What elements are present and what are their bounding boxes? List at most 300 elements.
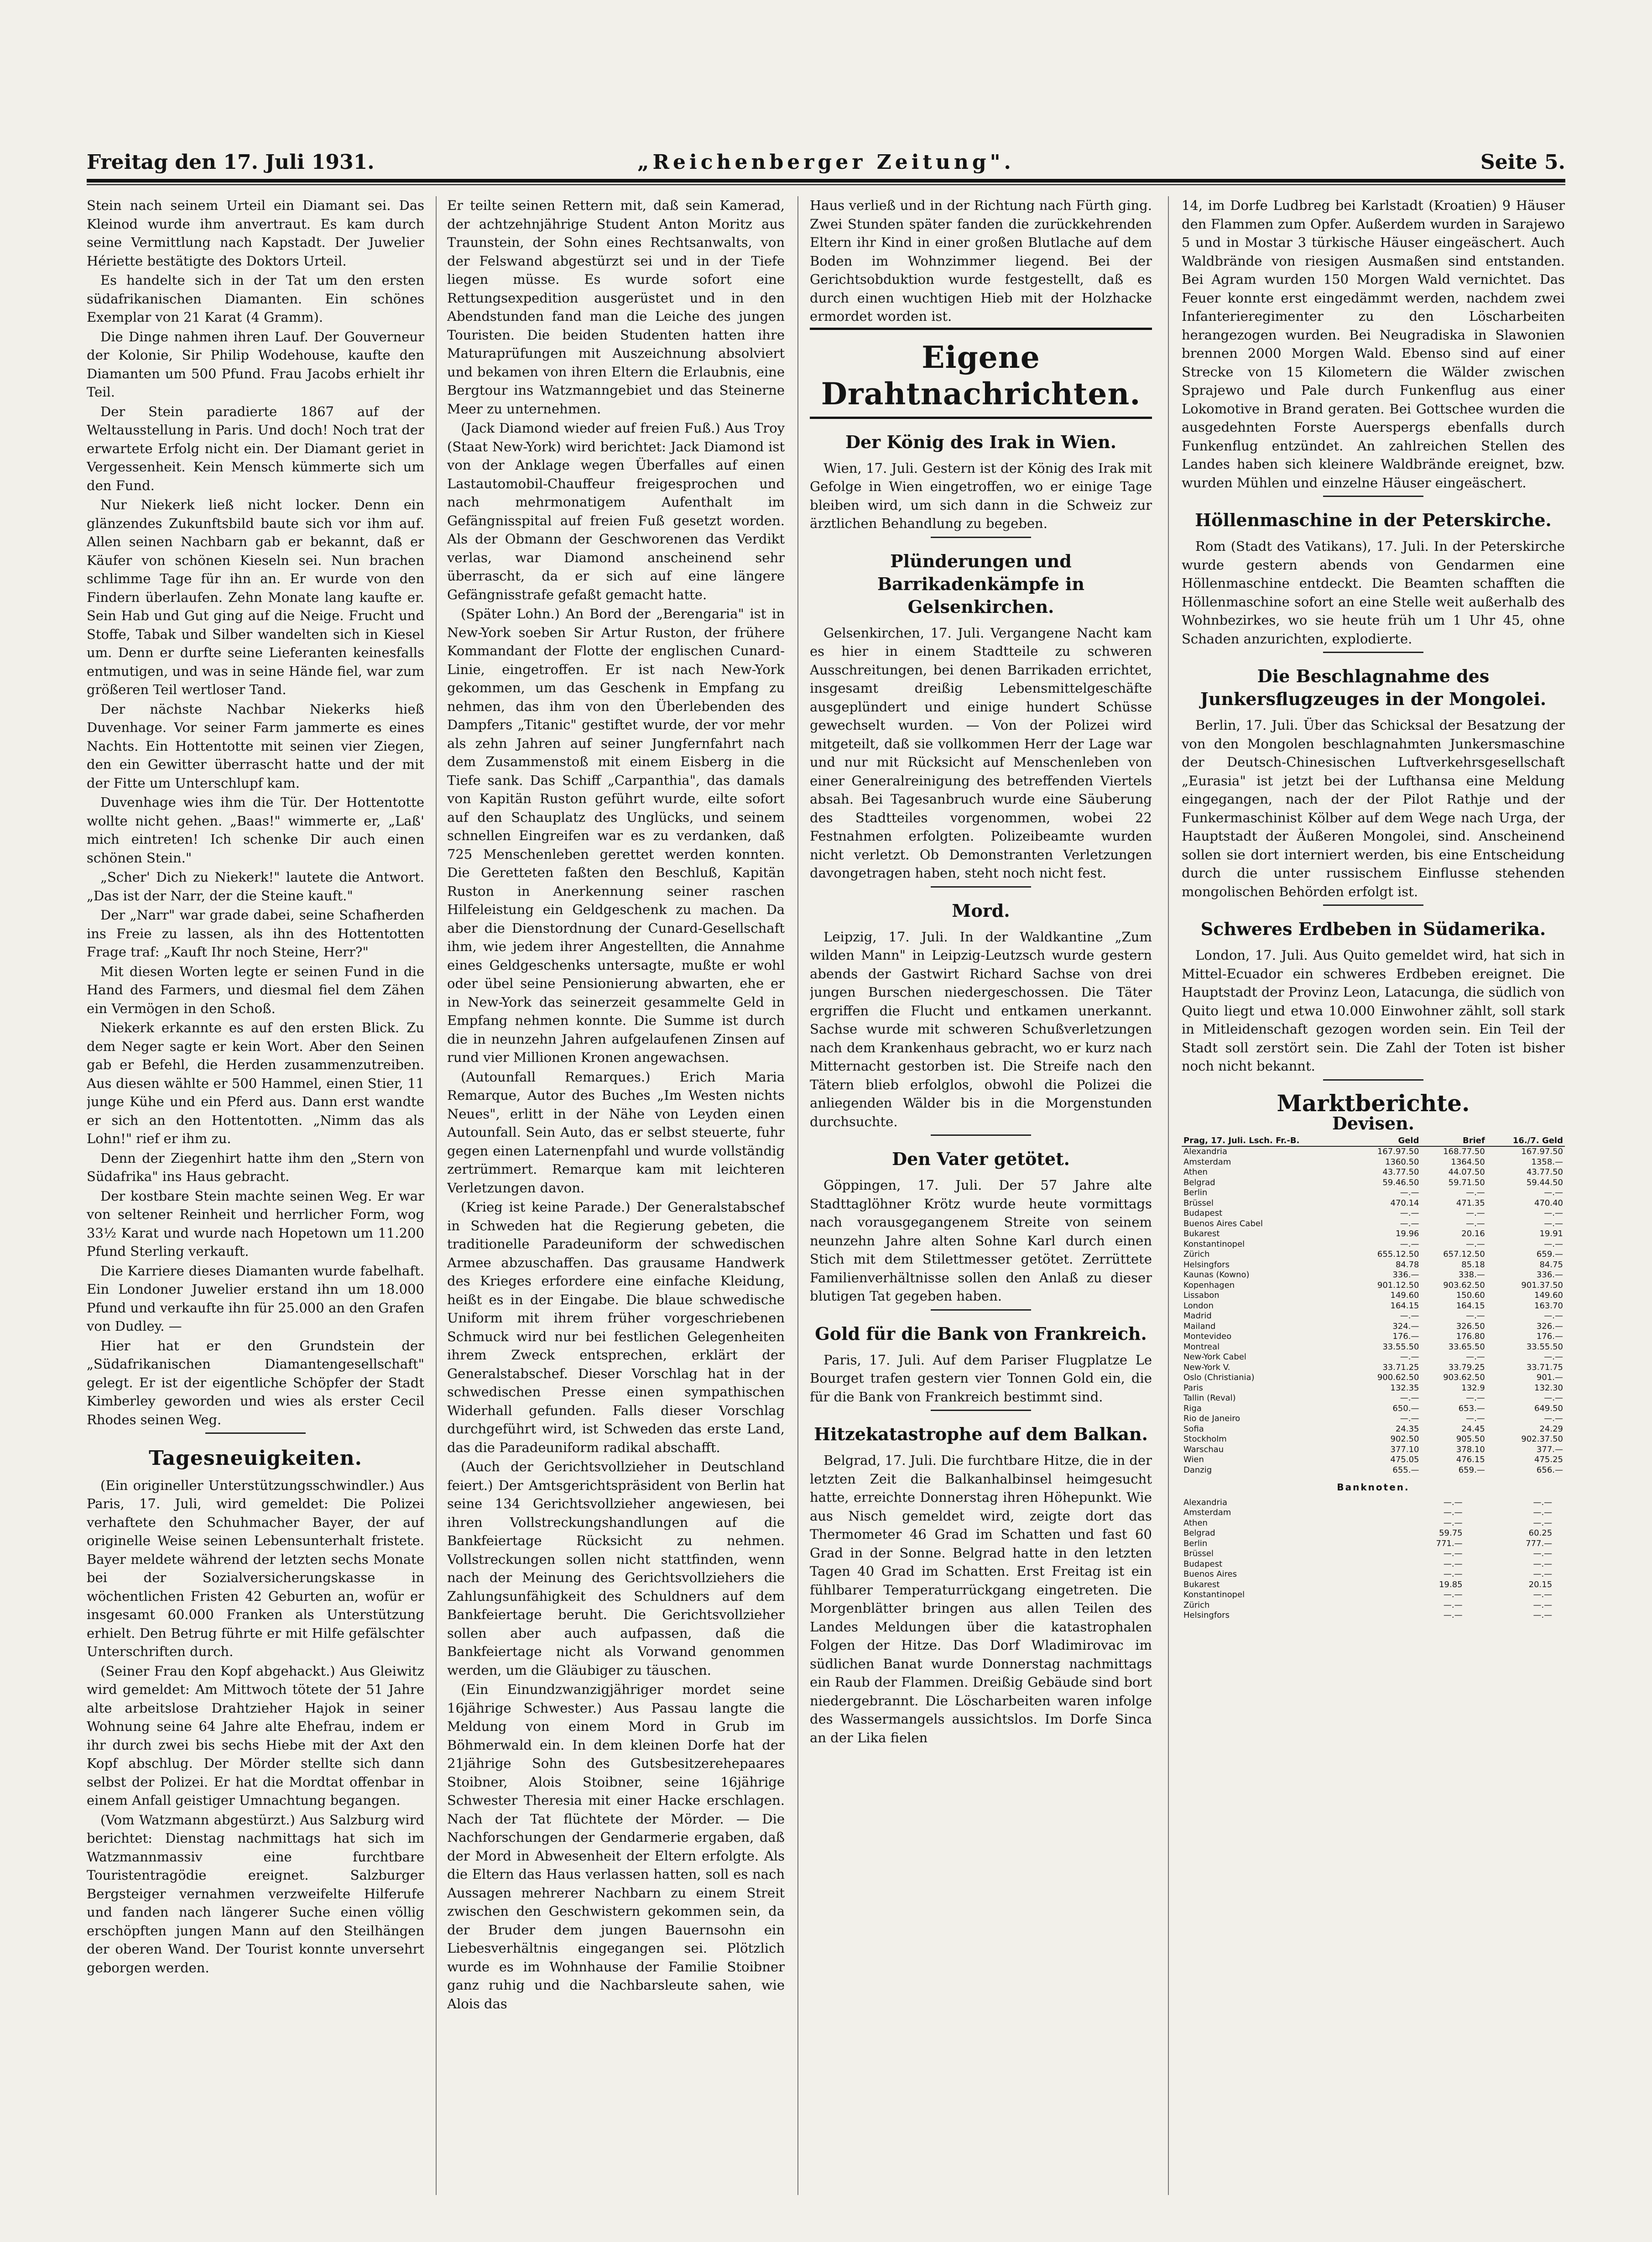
table-row (1182, 1590, 1565, 1600)
table-row (1182, 1219, 1565, 1229)
article-body: Göppingen, 17. Juli. Der 57 Jahre alte Stadttaglöhner Krötz wurde heute vormittags nach vorausgegangenem Streite von seinem neunzehn Jahre alten Sohne Karl durch einen Stich mit dem Stilettmesser getötet. Zerrüttete Familienverhältnisse sollen den Anlaß zu dieser blutigen Tat gegeben haben. (810, 1177, 1152, 1304)
paragraph: Er teilte seinen Rettern mit, daß sein Kamerad, der achtzehnjährige Student Anton Moritz aus Traunstein, der Sohn eines Rechtsanwalts, von der Felswand abgestürzt sei und in der Tiefe liegen müsse. Es wurde sofort eine Rettungsexpedition ausgerüstet und in den Abendstunden fand man die Leiche des jungen Touristen. Die beiden Studenten hatten ihre Maturaprüfungen mit Auszeichnung absolviert und bekamen von ihren Eltern die Erlaubnis, eine Bergtour ins Watzmanngebiet und das Steinerne Meer zu unternehmen. (447, 198, 785, 417)
place-cell: Montreal (1183, 1342, 1220, 1352)
column-3 (810, 196, 1152, 2195)
rate-cell: 33.79.25 (1448, 1362, 1485, 1372)
place-cell: London (1183, 1301, 1214, 1311)
article-headline: Die Beschlagnahme des Junkersflugzeuges in der Mongolei. (1200, 666, 1547, 709)
rate-cell: 326.50 (1456, 1321, 1485, 1331)
rate-cell: —.— (1400, 1393, 1419, 1403)
rate-cell: 653.— (1458, 1403, 1485, 1413)
rate-cell: —.— (1443, 1497, 1463, 1507)
section-heading-drahtnachrichten: Eigene Drahtnachrichten. (821, 339, 1141, 412)
newspaper-name: „Reichenberger Zeitung". (637, 151, 1015, 174)
rate-cell: 33.71.25 (1382, 1362, 1419, 1372)
rate-cell: 378.10 (1456, 1444, 1485, 1454)
news-item: (Vom Watzmann abgestürzt.) Aus Salzburg wird berichtet: Dienstag nachmittags hat sich im Watzmannmassiv eine furchtbare Touristentragödie ereignet. Salzburger Bergsteiger vernahmen verzweifelte Hilferufe und fanden nach längerer Suche einen völlig erschöpften jungen Mann auf den Steilhängen der oberen Wand. Der Tourist konnte unversehrt geborgen werden. (87, 1812, 424, 1975)
rate-cell: —.— (1400, 1239, 1419, 1249)
rate-cell: 1364.50 (1451, 1157, 1485, 1167)
rate-cell: —.— (1533, 1600, 1553, 1610)
paragraph: Haus verließ und in der Richtung nach Fürth ging. Zwei Stunden später fanden die zurückkehrenden Eltern ihr Kind in einer großen Blutlache auf dem Boden im Wohnzimmer liegend. Bei der Gerichtsobduktion wurde festgestellt, daß es durch einen wuchtigen Hieb mit der Holzhacke ermordet worden ist. (810, 198, 1152, 324)
table-row (1182, 1178, 1565, 1188)
rate-cell: 85.18 (1461, 1259, 1485, 1270)
section-heading-tagesneuigkeiten: Tagesneuigkeiten. (149, 1447, 362, 1470)
article-rule (1323, 652, 1423, 653)
place-cell: Bukarest (1183, 1229, 1220, 1239)
article-body: Berlin, 17. Juli. Über das Schicksal der Besatzung der von den Mongolen beschlagnahmten Junkersmaschine der Deutsch-Chinesischen Luftverkehrsgesellschaft „Eurasia" ist jetzt bei der Lufthansa eine Meldung eingegangen, nach der der Pilot Rathje und der Funkermaschinist Kölber auf dem Wege nach Urga, der Hauptstadt der Äußeren Mongolei, sind. Anscheinend sollen sie dort interniert werden, bis eine Entscheidung durch die unter russischem Einflusse stehenden mongolischen Behörden erfolgt ist. (1182, 717, 1565, 899)
banknotes-table (1182, 1498, 1565, 1621)
rate-cell: 659.— (1458, 1465, 1485, 1475)
rate-cell: 168.77.50 (1443, 1147, 1485, 1156)
header-rule (87, 179, 1565, 183)
news-item: (Ein Einundzwanzigjähriger mordet seine 16jährige Schwester.) Aus Passau langte die Meldung von einem Mord in Grub im Böhmerwald ein. In dem kleinen Dorfe hat der 21jährige Sohn des Gutsbesitzerehepaares Stoibner, Alois Stoibner, seine 16jährige Schwester Theresia mit einer Hacke erschlagen. Nach der Tat flüchtete der Mörder. — Die Nachforschungen der Gendarmerie ergaben, daß der Mord in Abwesenheit der Eltern erfolgte. Als die Eltern das Haus verlassen hatten, soll es nach Aussagen mehrerer Nachbarn zu einem Streit zwischen den Geschwistern gekommen sein, da der Bruder dem jungen Bauernsohn ein Liebesverhältnis eingegangen sei. Plötzlich wurde es im Wohnhause der Familie Stoibner ganz ruhig und die Nachbarsleute sahen, wie Alois das (447, 1682, 785, 2012)
place-cell: Helsingfors (1183, 1610, 1230, 1620)
table-row (1182, 1167, 1565, 1178)
article-headline: Mord. (952, 900, 1010, 921)
column-4 (1182, 196, 1565, 2195)
place-cell: Tallin (Reval) (1183, 1393, 1236, 1403)
rate-cell: 59.44.50 (1526, 1177, 1563, 1187)
section-rule (810, 328, 1152, 330)
rate-cell: 24.35 (1395, 1424, 1419, 1434)
rate-cell: 655.12.50 (1377, 1249, 1419, 1259)
rate-cell: 163.70 (1534, 1301, 1563, 1311)
banknotes-table-body (1182, 1498, 1565, 1621)
place-cell: Riga (1183, 1403, 1202, 1413)
rate-cell: —.— (1443, 1559, 1463, 1569)
rate-cell: —.— (1443, 1569, 1463, 1579)
rate-cell (1554, 1559, 1565, 1570)
paragraph: Der kostbare Stein machte seinen Weg. Er war von seltener Reinheit und herrlicher Form, wog 33½ Karat und wurde nach Hopetown um 11.200 Pfund Sterling verkauft. (87, 1188, 424, 1259)
rate-cell: —.— (1533, 1518, 1553, 1528)
paragraph: Die Dinge nahmen ihren Lauf. Der Gouverneur der Kolonie, Sir Philip Wodehouse, kaufte den Diamanten um 500 Pfund. Frau Jacobs erhielt ihr Teil. (87, 329, 424, 400)
rate-cell: —.— (1400, 1311, 1419, 1321)
rate-cell: 901.12.50 (1377, 1280, 1419, 1290)
place-cell: Wien (1183, 1455, 1204, 1464)
article-body: Leipzig, 17. Juli. In der Waldkantine „Zum wilden Mann" in Leipzig-Leutzsch wurde gestern abends der Gastwirt Richard Sachse von drei jungen Burschen niedergeschossen. Die Täter ergriffen die Flucht und entkamen unerkannt. Sachse wurde mit schweren Schußverletzungen nach dem Krankenhaus gebracht, wo er kurz nach Mitternacht gestorben ist. Die Streife nach den Tätern blieb erfolglos, obwohl die Polizei die anliegenden Wälder bis in die Morgenstunden durchsuchte. (810, 929, 1152, 1129)
rate-cell: —.— (1533, 1549, 1553, 1558)
paragraph: Die Karriere dieses Diamanten wurde fabelhaft. Ein Londoner Juwelier erstand ihn um 18.000 Pfund und verkaufte ihn für 25.000 an den Grafen von Dudley. — (87, 1263, 424, 1334)
article-rule (1323, 904, 1423, 906)
table-row (1182, 1280, 1565, 1291)
table-row (1182, 1539, 1565, 1549)
currency-table-body (1182, 1146, 1565, 1475)
rate-cell: 33.65.50 (1448, 1342, 1485, 1352)
rate-cell: 655.— (1392, 1465, 1419, 1475)
place-cell: Brüssel (1183, 1549, 1214, 1558)
article-headline: Gold für die Bank von Frankreich. (815, 1323, 1147, 1344)
table-row (1182, 1383, 1565, 1394)
rate-cell: —.— (1466, 1414, 1485, 1423)
rate-cell: 33.71.75 (1526, 1362, 1563, 1372)
table-row (1182, 1322, 1565, 1332)
currency-table-header (1182, 1136, 1565, 1147)
table-row (1182, 1301, 1565, 1312)
paragraph: 14, im Dorfe Ludbreg bei Karlstadt (Kroatien) 9 Häuser den Flammen zum Opfer. Außerdem wurden in Sarajewo 5 und in Mostar 3 türkische Häuser eingeäschert. Auch Waldbrände von riesigen Ausmaßen sind entstanden. Bei Agram wurden 150 Morgen Wald vernichtet. Das Feuer konnte erst eingedämmt werden, nachdem zwei Infanterieregimenter zu den Löscharbeiten herangezogen wurden. Bei Neugradiska in Slawonien brennen 2000 Morgen Wald. Ebenso sind auf einer Strecke von 15 Kilometern die Wälder zwischen Sprajewo und Pale durch Funkenflug aus einer Lokomotive in Brand geraten. Bei Gottschee wurden die ausgedehnten Forste Auerspergs ebenfalls durch Funkenflug entzündet. An zahlreichen Stellen des Landes haben sich kleinere Waldbrände ereignet, bzw. wurden Mühlen und einzelne Häuser eingeäschert. (1182, 198, 1565, 491)
table-row (1182, 1208, 1565, 1219)
rate-cell: 132.9 (1461, 1383, 1485, 1393)
table-row (1182, 1600, 1565, 1611)
place-cell: Konstantinopel (1183, 1239, 1245, 1249)
rate-cell: —.— (1466, 1393, 1485, 1403)
page-header (87, 151, 1565, 183)
table-row (1182, 1311, 1565, 1322)
news-item: (Ein origineller Unterstützungsschwindler.) Aus Paris, 17. Juli, wird gemeldet: Die Polizei verhaftete den Schuhmacher Bayer, der auf originelle Weise seinen Lebensunterhalt fristete. Bayer meldete während der letzten sechs Monate bei der Sozialversicherungskasse in wöchentlichen Fristen 42 Geburten an, wofür er insgesamt 60.000 Franken als Unterstützung erhielt. Den Betrug führte er mit Hilfe gefälschter Unterschriften durch. (87, 1477, 424, 1659)
table-row (1182, 1455, 1565, 1465)
place-cell: Konstantinopel (1183, 1590, 1245, 1599)
rate-cell: —.— (1400, 1414, 1419, 1423)
rate-cell: 59.75 (1439, 1528, 1463, 1538)
rate-cell (1554, 1580, 1565, 1590)
rate-cell: 475.05 (1390, 1455, 1419, 1464)
rate-cell: 650.— (1392, 1403, 1419, 1413)
rate-cell: 377.— (1536, 1444, 1563, 1454)
rate-cell: —.— (1544, 1188, 1563, 1197)
rate-cell: 176.— (1392, 1332, 1419, 1341)
rate-cell: —.— (1533, 1590, 1553, 1599)
place-cell: Buenos Aires (1183, 1569, 1237, 1579)
news-item: (Auch der Gerichtsvollzieher in Deutschland feiert.) Der Amtsgerichtspräsident von Berlin hat seine 134 Gerichtsvollzieher angewiesen, bei ihren Vollstreckungshandlungen auf die Bankfeiertage Rücksicht zu nehmen. Vollstreckungen sollen nicht stattfinden, wenn nach der Meinung des Gerichtsvollziehers die Zahlungsunfähigkeit des Schuldners auf dem Bankfeiertage beruht. Die Gerichtsvollzieher sollen aber auch aufpassen, daß die Bankfeiertage nicht als Vorwand genommen werden, um die Gläubiger zu täuschen. (447, 1459, 785, 1678)
rate-cell: 19.85 (1439, 1579, 1463, 1589)
rate-cell: 24.45 (1461, 1424, 1485, 1434)
section-rule (205, 1432, 306, 1434)
issue-date: Freitag den 17. Juli 1931. (87, 151, 375, 174)
place-cell: Danzig (1183, 1465, 1212, 1475)
rate-cell: 164.15 (1390, 1301, 1419, 1311)
paragraph: „Scher' Dich zu Niekerk!" lautete die Antwort. „Das ist der Narr, der die Steine kauft." (87, 869, 424, 904)
article-body: Paris, 17. Juli. Auf dem Pariser Flugplatze Le Bourget trafen gestern vier Tonnen Gold ein, die für die Bank von Frankreich bestimmt sind. (810, 1352, 1152, 1405)
table-row (1182, 1445, 1565, 1455)
rate-cell: 150.60 (1456, 1291, 1485, 1300)
place-cell: Brüssel (1183, 1198, 1214, 1208)
header-rule-thin (87, 184, 1565, 185)
rate-cell: —.— (1533, 1569, 1553, 1579)
rate-cell: 905.50 (1456, 1434, 1485, 1444)
rate-cell: 167.97.50 (1377, 1147, 1419, 1156)
rate-cell (1554, 1549, 1565, 1559)
section-rule (810, 417, 1152, 419)
rate-cell: 900.62.50 (1377, 1373, 1419, 1382)
place-cell: Rio de Janeiro (1183, 1414, 1240, 1423)
rate-cell: 132.35 (1390, 1383, 1419, 1393)
column-header: Geld (1355, 1136, 1421, 1147)
paragraph: Hier hat er den Grundstein der „Südafrikanischen Diamantengesellschaft" gelegt. Er ist der eigentliche Schöpfer der Stadt Kimberley geworden und wies als erster Cecil Rhodes seinen Weg. (87, 1338, 424, 1427)
rate-cell: —.— (1544, 1414, 1563, 1423)
rate-cell: 902.37.50 (1521, 1434, 1563, 1444)
rate-cell: 59.46.50 (1382, 1177, 1419, 1187)
rate-cell: —.— (1466, 1239, 1485, 1249)
article-headline: Der König des Irak in Wien. (845, 431, 1116, 452)
table-row (1182, 1424, 1565, 1435)
place-cell: Lissabon (1183, 1291, 1219, 1300)
rate-cell: 43.77.50 (1382, 1167, 1419, 1177)
paragraph: Der nächste Nachbar Niekerks hieß Duvenhage. Vor seiner Farm jammerte es eines Nachts. Ein Hottentotte mit seinen vier Ziegen, den ein Gewitter überrascht hatte und der mit der Fitte um Unterschlupf kam. (87, 701, 424, 791)
rate-cell: 476.15 (1456, 1455, 1485, 1464)
rate-cell: —.— (1400, 1208, 1419, 1218)
place-cell: Belgrad (1183, 1528, 1215, 1538)
column-header: Brief (1421, 1136, 1487, 1147)
table-row (1182, 1414, 1565, 1424)
place-cell: Alexandria (1183, 1147, 1228, 1156)
article-rule (1323, 1079, 1423, 1081)
rate-cell: —.— (1544, 1208, 1563, 1218)
article-rule (931, 537, 1031, 538)
rate-cell (1554, 1508, 1565, 1518)
rate-cell: 902.50 (1390, 1434, 1419, 1444)
rate-cell: 771.— (1436, 1538, 1463, 1548)
news-item: (Jack Diamond wieder auf freien Fuß.) Aus Troy (Staat New-York) wird berichtet: Jack Diamond ist von der Anklage wegen Überfalles auf einen Lastautomobil-Chauffeur freigesprochen und nach mehrmonatigem Aufenthalt im Gefängnisspital auf freien Fuß gesetzt worden. Als der Obmann der Geschworenen das Verdikt verlas, war Diamond anscheinend sehr überrascht, da er sich auf eine längere Gefängnisstrafe gefaßt gemacht hatte. (447, 420, 785, 602)
table-row (1182, 1508, 1565, 1518)
rate-cell: —.— (1443, 1610, 1463, 1620)
table-row (1182, 1373, 1565, 1383)
rate-cell: 657.12.50 (1443, 1249, 1485, 1259)
article-body: Belgrad, 17. Juli. Die furchtbare Hitze, die in der letzten Zeit die Balkanhalbinsel heimgesucht hatte, erreichte Donnerstag ihren Höhepunkt. Wie aus Nisch gemeldet wird, zeigte dort das Thermometer 46 Grad im Schatten und fast 60 Grad in der Sonne. Belgrad hatte in den letzten Tagen 40 Grad im Schatten. Erst Freitag ist ein fühlbarer Temperaturrückgang eingetreten. Die Morgenblätter bringen aus allen Teilen des Landes Meldungen über die katastrophalen Folgen der Hitze. Das Dorf Wladimirovac im südlichen Banat wurde Donnerstag nachmittags ein Raub der Flammen. Dreißig Gebäude sind bort niedergebrannt. Die Löscharbeiten waren infolge des Wassermangels aussichtslos. Im Dorfe Sinca an der Lika fielen (810, 1453, 1152, 1746)
paragraph: Der „Narr" war grade dabei, seine Schafherden ins Freie zu lassen, als ihn des Hottentotten Frage traf: „Kauft Ihr noch Steine, Herr?" (87, 907, 424, 960)
rate-cell: 336.— (1536, 1270, 1563, 1280)
table-row (1182, 1569, 1565, 1580)
rate-cell: 20.16 (1461, 1229, 1485, 1239)
rate-cell: —.— (1466, 1188, 1485, 1197)
rate-cell: —.— (1466, 1352, 1485, 1362)
rate-cell: 33.55.50 (1526, 1342, 1563, 1352)
table-row (1182, 1198, 1565, 1209)
table-row (1182, 1528, 1565, 1539)
place-cell: Mailand (1183, 1321, 1216, 1331)
rate-cell: 84.78 (1395, 1259, 1419, 1270)
rate-cell: 167.97.50 (1521, 1147, 1563, 1156)
currency-table (1182, 1136, 1565, 1476)
rate-cell: 176.80 (1456, 1332, 1485, 1341)
table-row (1182, 1434, 1565, 1445)
article-headline: Hitzekatastrophe auf dem Balkan. (814, 1424, 1148, 1444)
table-row (1182, 1188, 1565, 1198)
rate-cell: 336.— (1392, 1270, 1419, 1280)
rate-cell: 777.— (1526, 1538, 1553, 1548)
place-cell: Alexandria (1183, 1497, 1228, 1507)
paragraph: Der Stein paradierte 1867 auf der Weltausstellung in Paris. Und doch! Noch trat der erwartete Erfolg nicht ein. Der Diamant geriet in Vergessenheit. Kein Mensch kümmerte sich um den Fund. (87, 403, 424, 493)
rate-cell: 470.14 (1390, 1198, 1419, 1208)
article-rule (931, 1309, 1031, 1311)
market-report-subtitle: Devisen. (1332, 1113, 1415, 1134)
place-cell: Bukarest (1183, 1579, 1220, 1589)
place-cell: New-York V. (1183, 1362, 1230, 1372)
article-body: Rom (Stadt des Vatikans), 17. Juli. In der Peterskirche wurde gestern abends von Gendarmen eine Höllenmaschine entdeckt. Die Beamten schafften die Höllenmaschine sofort an eine Stelle weit außerhalb des Wohnbezirkes, wo sie heute früh um 1 Uhr 45, ohne Schaden anzurichten, explodierte. (1182, 538, 1565, 647)
table-row (1182, 1549, 1565, 1559)
table-row (1182, 1249, 1565, 1260)
rate-cell: 149.60 (1534, 1291, 1563, 1300)
table-row (1182, 1610, 1565, 1621)
rate-cell: 901.— (1536, 1373, 1563, 1382)
place-cell: Budapest (1183, 1208, 1223, 1218)
place-cell: Budapest (1183, 1559, 1223, 1569)
column-2 (447, 196, 785, 2195)
rate-cell: 44.07.50 (1448, 1167, 1485, 1177)
column-1 (87, 196, 424, 2195)
table-row (1182, 1580, 1565, 1590)
table-row (1182, 1270, 1565, 1280)
rate-cell (1554, 1539, 1565, 1549)
article-rule (931, 1134, 1031, 1136)
rate-cell: —.— (1533, 1559, 1553, 1569)
place-cell: Zürich (1183, 1600, 1210, 1610)
place-cell: Helsingfors (1183, 1259, 1230, 1270)
rate-cell: 132.30 (1534, 1383, 1563, 1393)
rate-cell (1554, 1600, 1565, 1611)
rate-cell (1554, 1518, 1565, 1529)
rate-cell: —.— (1544, 1239, 1563, 1249)
column-header: Prag, 17. Juli. Lsch. Fr.-B. (1182, 1136, 1355, 1147)
place-cell: Kopenhagen (1183, 1280, 1235, 1290)
rate-cell: —.— (1533, 1497, 1553, 1507)
rate-cell: —.— (1533, 1610, 1553, 1620)
column-divider (797, 196, 798, 2195)
column-header: 16./7. Geld (1487, 1136, 1565, 1147)
market-report-title: Marktberichte. (1277, 1089, 1470, 1117)
rate-cell (1554, 1610, 1565, 1621)
table-row (1182, 1465, 1565, 1476)
paragraph: Denn der Ziegenhirt hatte ihm den „Stern von Südafrika" ins Haus gebracht. (87, 1150, 424, 1184)
rate-cell: 164.15 (1456, 1301, 1485, 1311)
article-body: Wien, 17. Juli. Gestern ist der König des Irak mit Gefolge in Wien eingetroffen, wo er einige Tage bleiben wird, um sich dann in die Schweiz zur ärztlichen Behandlung zu begeben. (810, 460, 1152, 531)
place-cell: Athen (1183, 1518, 1208, 1528)
rate-cell: 901.37.50 (1521, 1280, 1563, 1290)
article-headline: Den Vater getötet. (892, 1149, 1070, 1169)
table-row (1182, 1559, 1565, 1570)
news-item: (Krieg ist keine Parade.) Der Generalstabschef in Schweden hat die Regierung gebeten, die traditionelle Paradeuniform der schwedischen Armee abzuschaffen. Das grausame Handwerk des Krieges erfordere eine einfache Kleidung, heißt es in der Eingabe. Die blaue schwedische Uniform mit ihrem früher vorgeschriebenen Schmuck wird nur bei festlichen Gelegenheiten ihrem Zweck entsprechen, erklärt der Generalstabschef. Dieser Vorschlag hat in der schwedischen Presse einen sympathischen Widerhall gefunden. Falls dieser Vorschlag durchgeführt wird, ist Schweden das erste Land, das die Paradeuniform radikal abschafft. (447, 1199, 785, 1455)
paragraph: Niekerk erkannte es auf den ersten Blick. Zu dem Neger sagte er kein Wort. Aber den Seinen gab er Befehl, die Herden zusammenzutreiben. Aus diesen wählte er 500 Hammel, einen Stier, 11 junge Kühe und ein Pferd aus. Dann erst wandte er sich an den Hottentotten. „Nimm das als Lohn!" rief er ihm zu. (87, 1020, 424, 1146)
news-item: (Später Lohn.) An Bord der „Berengaria" ist in New-York soeben Sir Artur Ruston, der frühere Kommandant der Flotte der englischen Cunard-Linie, eingetroffen. Er ist nach New-York gekommen, um das Geschenk in Empfang zu nehmen, das ihm von den Überlebenden des Dampfers „Titanic" gestiftet wurde, der vor mehr als zehn Jahren auf seiner Jungfernfahrt nach dem Zusammenstoß mit einem Eisberg in die Tiefe sank. Das Schiff „Carpanthia", das damals von Kapitän Ruston geführt wurde, eilte sofort auf den Schauplatz des Unglücks, und seinem schnellen Eingreifen war es zu verdanken, daß 725 Menschenleben gerettet werden konnten. Die Geretteten faßten den Beschluß, Kapitän Ruston in Anerkennung seiner raschen Hilfeleistung ein Geldgeschenk zu machen. Da aber die Dienstordnung der Cunard-Gesellschaft ihm, wie jedem ihrer Angestellten, die Annahme eines Geldgeschenks untersagte, mußte er wohl oder übel seine Pensionierung abwarten, ehe er in New-York das seinerzeit gesammelte Geld in Empfang nehmen konnte. Die Summe ist durch die in neunzehn Jahren aufgelaufenen Zinsen auf rund vier Millionen Kronen angewachsen. (447, 606, 785, 1065)
rate-cell: 84.75 (1539, 1259, 1563, 1270)
table-row (1182, 1291, 1565, 1301)
place-cell: Madrid (1183, 1311, 1212, 1321)
news-item: (Autounfall Remarques.) Erich Maria Remarque, Autor des Buches „Im Westen nichts Neues", erlitt in der Nähe von Leyden einen Autounfall. Sein Auto, das er selbst steuerte, fuhr gegen einen Laternenpfahl und wurde vollständig zertrümmert. Remarque kam mit leichteren Verletzungen davon. (447, 1069, 785, 1196)
rate-cell: 149.60 (1390, 1291, 1419, 1300)
rate-cell: —.— (1466, 1208, 1485, 1218)
place-cell: New-York Cabel (1183, 1352, 1246, 1362)
column-divider (436, 196, 437, 2195)
column-divider (1168, 196, 1169, 2195)
place-cell: Sofia (1183, 1424, 1204, 1434)
place-cell: Berlin (1183, 1538, 1208, 1548)
place-cell: Amsterdam (1183, 1157, 1231, 1167)
rate-cell: 60.25 (1528, 1528, 1553, 1538)
rate-cell: 377.10 (1390, 1444, 1419, 1454)
place-cell: Athen (1183, 1167, 1208, 1177)
place-cell: Stockholm (1183, 1434, 1227, 1444)
rate-cell: 1360.50 (1385, 1157, 1419, 1167)
rate-cell: —.— (1533, 1508, 1553, 1517)
rate-cell: 19.96 (1395, 1229, 1419, 1239)
table-row (1182, 1260, 1565, 1270)
rate-cell: —.— (1443, 1508, 1463, 1517)
rate-cell: 20.15 (1528, 1579, 1553, 1589)
rate-cell: 326.— (1536, 1321, 1563, 1331)
place-cell: Kaunas (Kowno) (1183, 1270, 1250, 1280)
table-row (1182, 1229, 1565, 1239)
rate-cell (1554, 1498, 1565, 1508)
table-row (1182, 1332, 1565, 1342)
article-body: Gelsenkirchen, 17. Juli. Vergangene Nacht kam es hier in einem Stadtteile zu schweren Ausschreitungen, bei denen Barrikaden errichtet, insgesamt dreißig Lebensmittelgeschäfte ausgeplündert und einige hundert Schüsse gewechselt wurden. — Von der Polizei wird mitgeteilt, daß sie vollkommen Herr der Lage war und nur mit Rücksicht auf Menschenleben von einer Generalreinigung des betreffenden Viertels absah. Bei Tagesanbruch wurde eine Säuberung des Stadtteiles vorgenommen, wobei 22 Festnahmen erfolgten. Polizeibeamte wurden nicht verletzt. Ob Demonstranten Verletzungen davongetragen haben, steht noch nicht fest. (810, 625, 1152, 881)
table-row (1182, 1363, 1565, 1373)
rate-cell: —.— (1400, 1188, 1419, 1197)
table-row (1182, 1518, 1565, 1529)
article-rule (931, 1410, 1031, 1411)
article-body: London, 17. Juli. Aus Quito gemeldet wird, hat sich in Mittel-Ecuador ein schweres Erdbeben ereignet. Die Hauptstadt der Provinz Leon, Latacunga, die südlich von Quito liegt und etwa 10.000 Einwohner zählt, soll stark in Mitleidenschaft gezogen worden sein. Ein Teil der Stadt soll zerstört sein. Die Zahl der Toten ist bisher noch nicht bekannt. (1182, 947, 1565, 1074)
rate-cell: 324.— (1392, 1321, 1419, 1331)
place-cell: Berlin (1183, 1188, 1208, 1197)
rate-cell: 656.— (1536, 1465, 1563, 1475)
rate-cell: —.— (1544, 1352, 1563, 1362)
rate-cell: —.— (1466, 1218, 1485, 1228)
paragraph: Nur Niekerk ließ nicht locker. Denn ein glänzendes Zukunftsbild baute sich vor ihm auf. Allen seinen Nachbarn gab er bekannt, daß er Käufer von schönen Kieseln sei. Nun brachen schlimme Tage für ihn an. Er wurde von den Findern überlaufen. Zehn Monate lang kaufte er. Sein Hab und Gut ging auf die Neige. Frucht und Stoffe, Tabak und Silber wandelten sich in Kiesel um. Denn er durfte seine Lieferanten keinesfalls entmutigen, und was in seine Hände fiel, war zum größeren Teil wertloser Tand. (87, 497, 424, 697)
table-row (1182, 1352, 1565, 1363)
rate-cell: 24.29 (1539, 1424, 1563, 1434)
rate-cell: 659.— (1536, 1249, 1563, 1259)
page-number: Seite 5. (1480, 151, 1565, 174)
table-row (1182, 1239, 1565, 1250)
rate-cell: —.— (1400, 1352, 1419, 1362)
rate-cell: —.— (1400, 1218, 1419, 1228)
rate-cell: 59.71.50 (1448, 1177, 1485, 1187)
rate-cell: 475.25 (1534, 1455, 1563, 1464)
place-cell: Montevideo (1183, 1332, 1232, 1341)
article-headline: Höllenmaschine in der Peterskirche. (1195, 510, 1552, 530)
table-row (1182, 1342, 1565, 1353)
rate-cell: 176.— (1536, 1332, 1563, 1341)
rate-cell: 903.62.50 (1443, 1280, 1485, 1290)
paragraph: Duvenhage wies ihm die Tür. Der Hottentotte wollte nicht gehen. „Baas!" wimmerte er, „Laß' mich eintreten! Ich schenke Dir auch einen schönen Stein." (87, 794, 424, 866)
place-cell: Oslo (Christiania) (1183, 1373, 1255, 1382)
place-cell: Belgrad (1183, 1177, 1215, 1187)
paragraph: Stein nach seinem Urteil ein Diamant sei. Das Kleinod wurde ihm anvertraut. Es kam durch seine Vermittlung nach Kapstadt. Der Juwelier Hériette bestätigte des Doktors Urteil. (87, 198, 424, 269)
rate-cell (1554, 1590, 1565, 1600)
table-row (1182, 1393, 1565, 1404)
rate-cell: 43.77.50 (1526, 1167, 1563, 1177)
article-rule (931, 886, 1031, 888)
rate-cell: 470.40 (1534, 1198, 1563, 1208)
article-rule (1323, 496, 1423, 497)
table-row (1182, 1146, 1565, 1157)
rate-cell: —.— (1443, 1590, 1463, 1599)
banknotes-label: Banknoten. (1337, 1482, 1410, 1493)
table-row (1182, 1404, 1565, 1414)
rate-cell: —.— (1443, 1518, 1463, 1528)
place-cell: Warschau (1183, 1444, 1224, 1454)
place-cell: Zürich (1183, 1249, 1210, 1259)
table-row (1182, 1157, 1565, 1168)
rate-cell: 338.— (1458, 1270, 1485, 1280)
article-headline: Schweres Erdbeben in Südamerika. (1200, 919, 1546, 939)
rate-cell: —.— (1466, 1311, 1485, 1321)
rate-cell: —.— (1544, 1393, 1563, 1403)
paragraph: Es handelte sich in der Tat um den ersten südafrikanischen Diamanten. Ein schönes Exemplar von 21 Karat (4 Gramm). (87, 272, 424, 325)
rate-cell: —.— (1443, 1549, 1463, 1558)
rate-cell: 471.35 (1456, 1198, 1485, 1208)
rate-cell: 903.62.50 (1443, 1373, 1485, 1382)
rate-cell (1554, 1528, 1565, 1539)
paragraph: Mit diesen Worten legte er seinen Fund in die Hand des Farmers, und diesmal fiel dem Zähen ein Vermögen in den Schoß. (87, 963, 424, 1016)
rate-cell: 649.50 (1534, 1403, 1563, 1413)
news-item: (Seiner Frau den Kopf abgehackt.) Aus Gleiwitz wird gemeldet: Am Mittwoch tötete der 51 Jahre alte arbeitslose Drahtzieher Hajok in seiner Wohnung seine 64 Jahre alte Ehefrau, indem er ihr durch zwei bis sechs Hiebe mit der Axt den Kopf abschlug. Der Mörder stellte sich dann selbst der Polizei. Er hat die Mordtat offenbar in einem Anfall geistiger Umnachtung begangen. (87, 1663, 424, 1808)
rate-cell: 33.55.50 (1382, 1342, 1419, 1352)
place-cell: Paris (1183, 1383, 1203, 1393)
rate-cell: —.— (1544, 1218, 1563, 1228)
rate-cell (1554, 1569, 1565, 1580)
rate-cell: 19.91 (1539, 1229, 1563, 1239)
place-cell: Buenos Aires Cabel (1183, 1218, 1263, 1228)
rate-cell: 1358.— (1531, 1157, 1563, 1167)
article-headline: Plünderungen und Barrikadenkämpfe in Gelsenkirchen. (877, 550, 1085, 617)
